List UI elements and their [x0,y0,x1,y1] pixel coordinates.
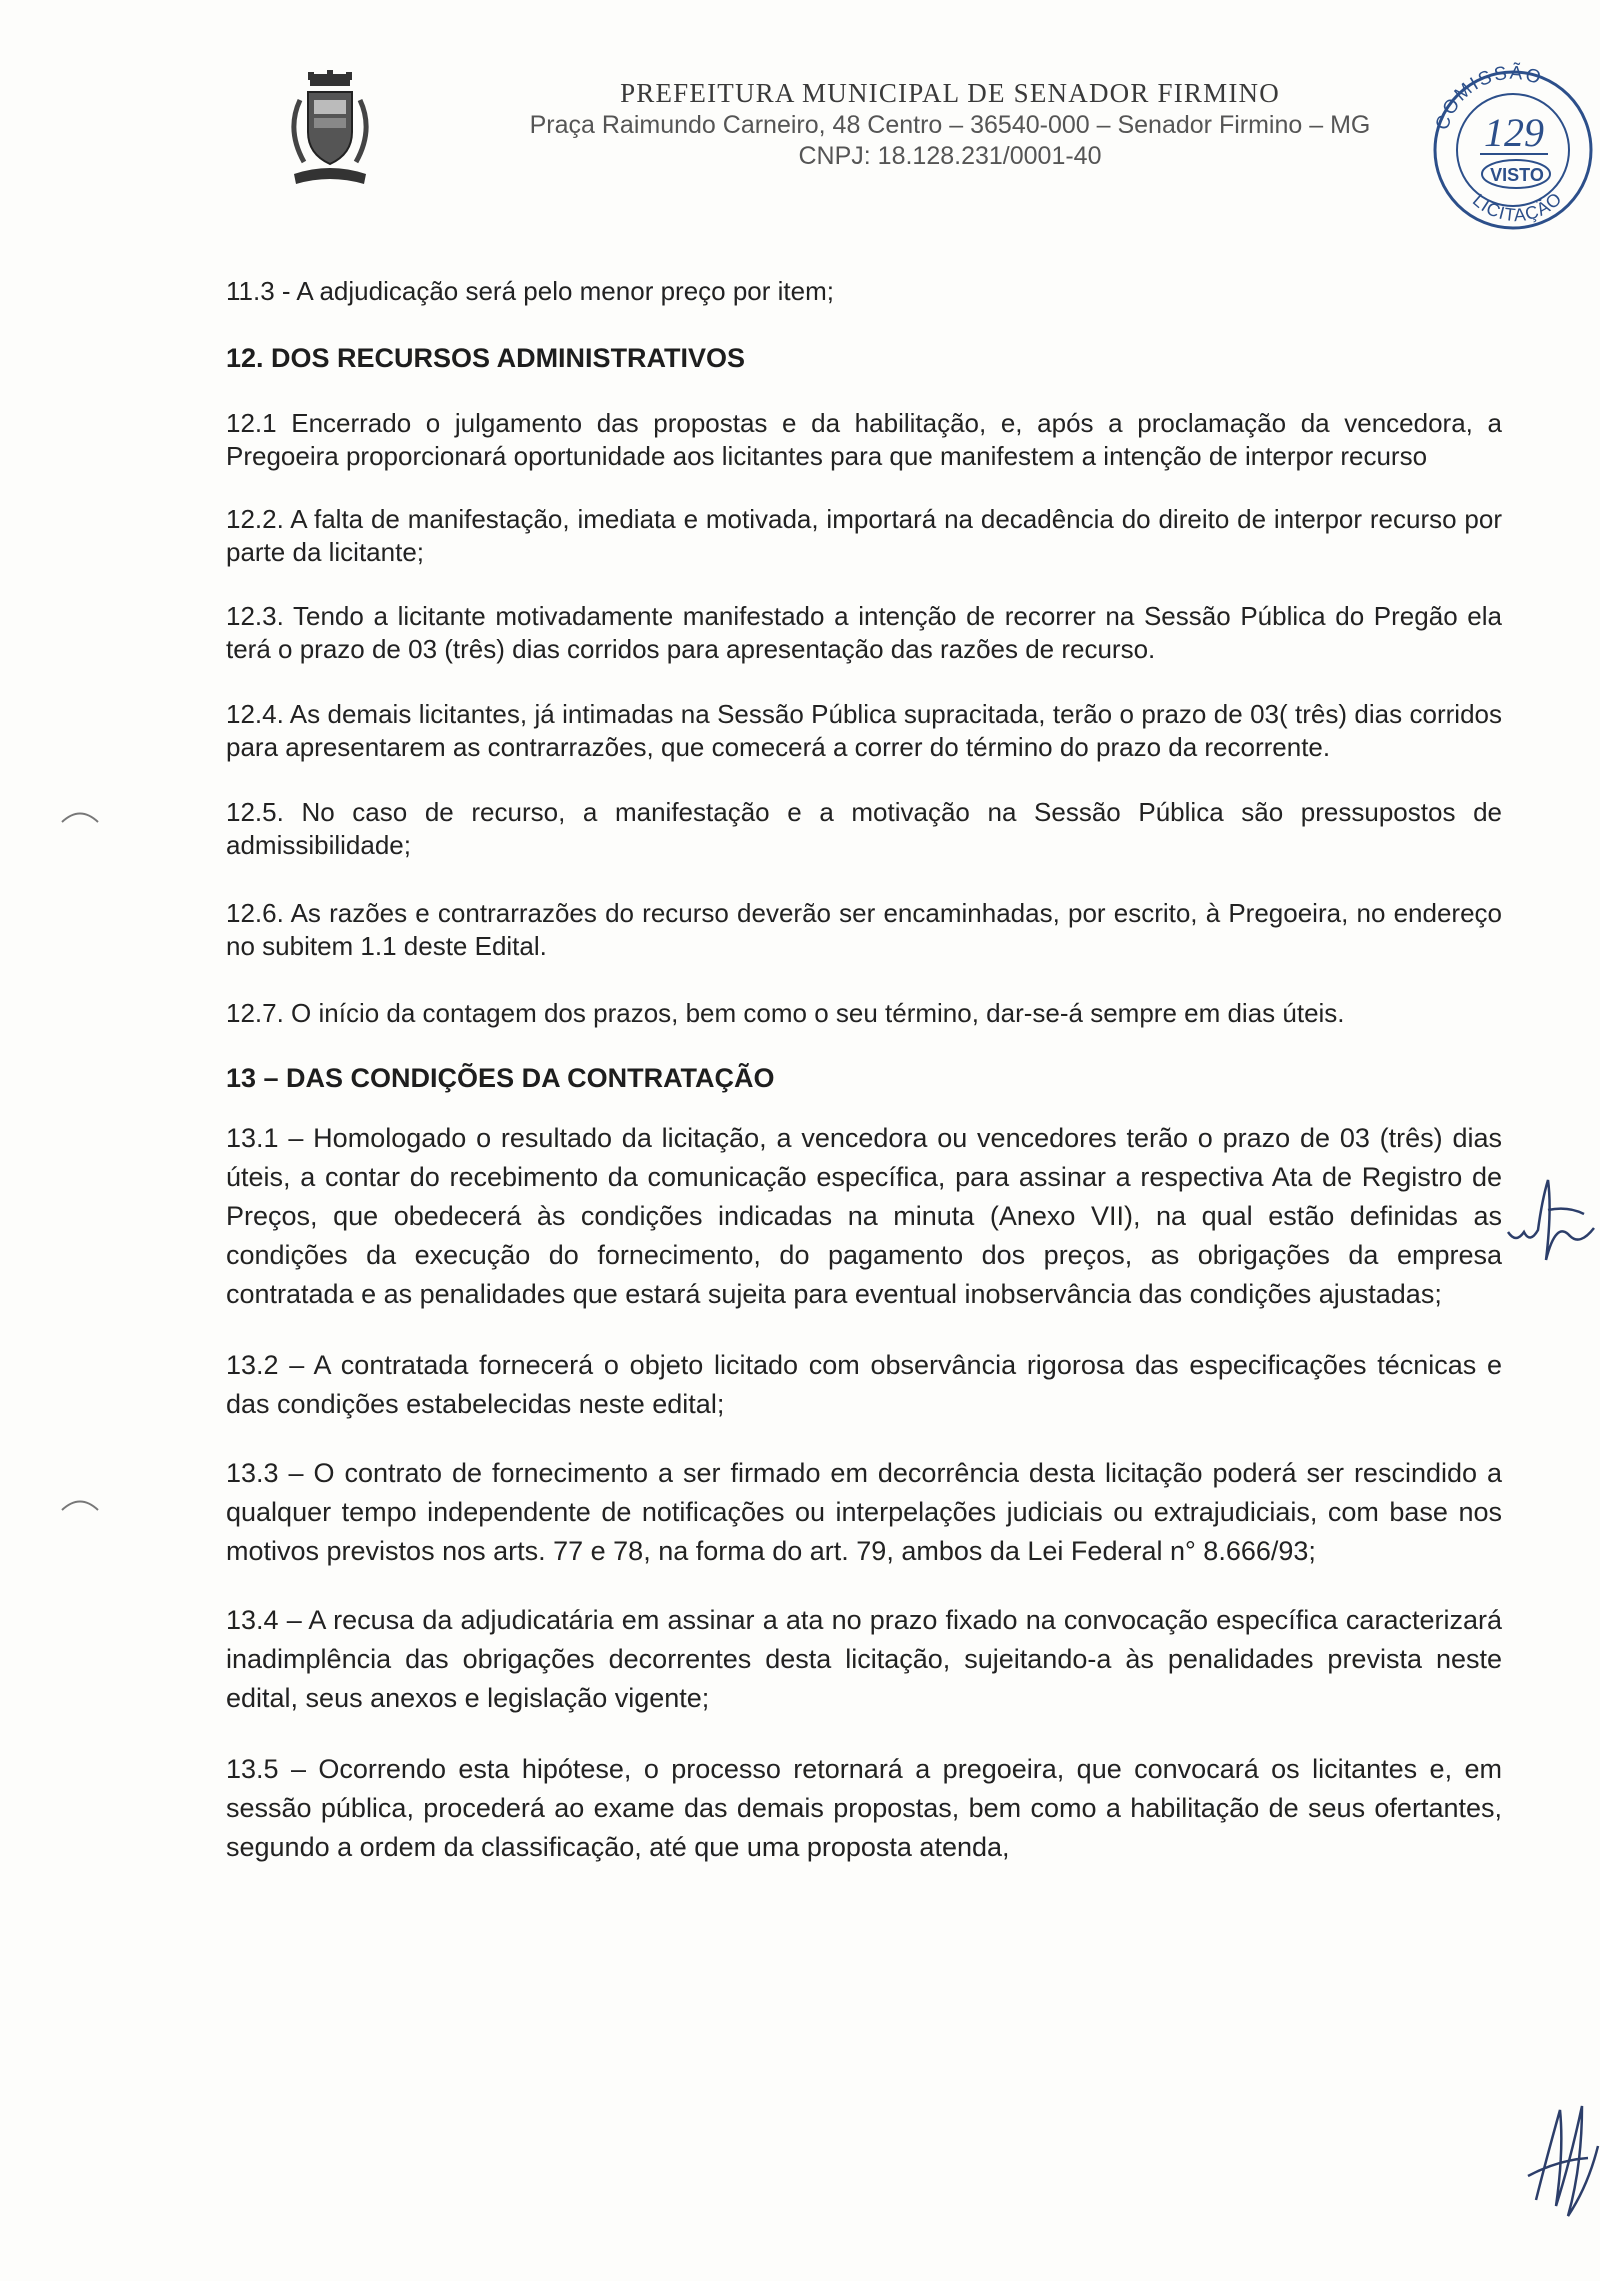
document-body [226,270,1502,1867]
municipal-coat-of-arms-icon [280,70,380,190]
paragraph-13-1: 13.1 – Homologado o resultado da licitação, a vencedora ou vencedores terão o prazo de 03 (três) dias úteis, a contar do recebimento da comunicação específica, para assinar a respectiva Ata de Registro de Preços, que obedecerá às condições indicadas na minuta (Anexo VII), na qual estão definidas as condições da execução do fornecimento, do pagamento dos preços, as obrigações da empresa contratada e as penalidades que estará sujeita para eventual inobservância das condições ajustadas; [226,1123,1502,1309]
margin-tick-mark [62,814,98,823]
section-heading-12: 12. DOS RECURSOS ADMINISTRATIVOS [226,343,746,373]
rubric-signature [1528,2106,1598,2216]
paragraph-12-5: 12.5. No caso de recurso, a manifestação e a motivação na Sessão Pública são pressupostos de admissibilidade; [226,797,1502,860]
paragraph-12-6: 12.6. As razões e contrarrazões do recurso deverão ser encaminhadas, por escrito, à Pregoeira, no endereço no subitem 1.1 deste Edital. [226,898,1502,961]
stamp-top-text: COMISSÃO [1431,62,1546,133]
paragraph-13-2: 13.2 – A contratada fornecerá o objeto licitado com observância rigorosa das especificações técnicas e das condições estabelecidas neste edital; [226,1350,1502,1419]
paragraph-13-5: 13.5 – Ocorrendo esta hipótese, o processo retornará a pregoeira, que convocará os licitantes e, em sessão pública, procederá ao exame das demais propostas, bem como a habilitação de seus ofertantes, segundo a ordem da classificação, até que uma proposta atenda, [226,1754,1502,1862]
paragraph-13-3: 13.3 – O contrato de fornecimento a ser firmado em decorrência desta licitação poderá ser rescindido a qualquer tempo independente de notificações ou interpelações judiciais ou extrajudiciais, com base nos motivos previstos nos arts. 77 e 78, na forma do art. 79, ambos da Lei Federal n° 8.666/93; [226,1458,1502,1566]
letterhead-address: Praça Raimundo Carneiro, 48 Centro – 36540-000 – Senador Firmino – MG [529,111,1371,139]
stamp-bottom-text: LICITAÇÃO [1468,188,1567,226]
stamp-visto: VISTO [1490,165,1544,185]
paragraph-12-4: 12.4. As demais licitantes, já intimadas na Sessão Pública supracitada, terão o prazo de 03( três) dias corridos para apresentarem as contrarrazões, que comecerá a correr do término do prazo da recorrente. [226,699,1502,762]
commission-stamp [1418,50,1600,235]
letterhead [470,78,1430,171]
section-heading-13: 13 – DAS CONDIÇÕES DA CONTRATAÇÃO [226,1063,775,1093]
paragraph-12-3: 12.3. Tendo a licitante motivadamente manifestado a intenção de recorrer na Sessão Pública do Pregão ela terá o prazo de 03 (três) dias corridos para apresentação das razões de recurso. [226,601,1502,664]
margin-tick-mark [62,1502,98,1511]
stamp-page-number: 129 [1484,110,1544,155]
paragraph-12-2: 12.2. A falta de manifestação, imediata e motivada, importará na decadência do direito de interpor recurso por parte da licitante; [226,504,1502,567]
paragraph-12-7: 12.7. O início da contagem dos prazos, bem como o seu término, dar-se-á sempre em dias úteis. [226,998,1345,1028]
letterhead-cnpj: CNPJ: 18.128.231/0001-40 [798,142,1102,170]
paragraph-12-1: 12.1 Encerrado o julgamento das propostas e da habilitação, e, após a proclamação da vencedora, a Pregoeira proporcionará oportunidade aos licitantes para que manifestem a intenção de interpor recurso [226,408,1502,471]
svg-text:LICITAÇÃO [1469,188,1566,225]
letterhead-title: PREFEITURA MUNICIPAL DE SENADOR FIRMINO [620,78,1280,108]
paragraph-13-4: 13.4 – A recusa da adjudicatária em assinar a ata no prazo fixado na convocação específica caracterizará inadimplência das obrigações decorrentes desta licitação, sujeitando-a às penalidades prevista neste edital, seus anexos e legislação vigente; [226,1605,1502,1713]
initials-signature [1508,1180,1594,1260]
paragraph-11-3: 11.3 - A adjudicação será pelo menor preço por item; [226,276,834,306]
